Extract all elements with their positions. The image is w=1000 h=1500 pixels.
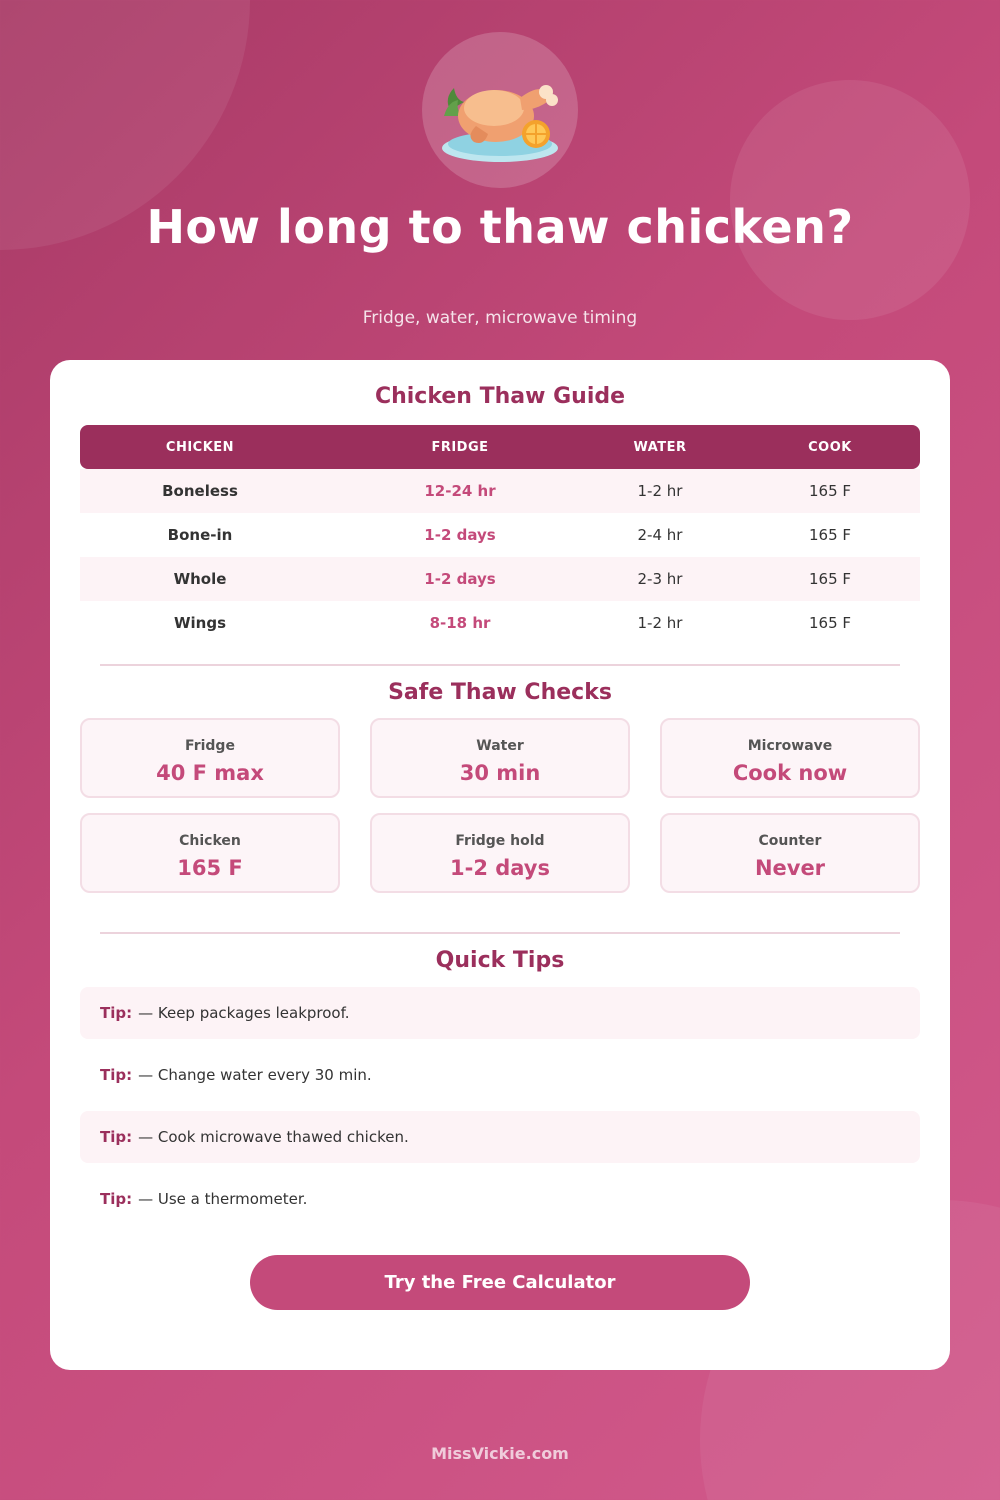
check-card [370,718,630,798]
check-label: Water [476,738,524,754]
cell-cook: 165 F [808,570,852,588]
check-value: Never [754,856,826,880]
cell-fridge: 8-18 hr [429,614,491,632]
check-card [660,813,920,893]
checks-title: Safe Thaw Checks [388,680,612,705]
check-label: Fridge [185,738,235,754]
tips-title: Quick Tips [435,948,565,973]
tip-text: — Keep packages leakproof. [138,1004,350,1022]
list-item [80,987,920,1039]
table-header [80,425,920,469]
check-label: Chicken [179,833,241,849]
check-value: 165 F [177,856,243,880]
column-header-chicken: CHICKEN [165,439,235,455]
cell-chicken: Bone-in [167,526,233,544]
list-item [80,1111,920,1163]
cell-chicken: Wings [173,614,227,632]
column-header-cook: COOK [808,439,852,455]
tip-label: Tip: [100,1190,133,1208]
section-divider [100,932,900,934]
table-row [80,557,920,601]
check-value: 1-2 days [450,856,550,880]
free-calculator-button[interactable]: Try the Free Calculator [250,1255,750,1310]
cell-water: 1-2 hr [637,614,683,632]
hero-badge [422,32,578,188]
cell-cook: 165 F [808,614,852,632]
page-subtitle: Fridge, water, microwave timing [362,308,638,328]
table-row [80,469,920,513]
tip-label: Tip: [100,1066,133,1084]
cell-water: 2-3 hr [637,570,683,588]
roast-chicken-icon [432,50,568,170]
cell-fridge: 1-2 days [424,526,496,544]
list-item [80,1173,920,1225]
tip-text: — Change water every 30 min. [138,1066,372,1084]
check-card [80,718,340,798]
cell-fridge: 12-24 hr [424,482,496,500]
check-value: 30 min [459,761,541,785]
cell-water: 2-4 hr [637,526,683,544]
tip-text: — Use a thermometer. [138,1190,308,1208]
column-header-fridge: FRIDGE [431,439,489,455]
check-label: Microwave [747,738,833,754]
check-card [80,813,340,893]
check-card [370,813,630,893]
table-row [80,513,920,557]
section-divider [100,664,900,666]
check-label: Fridge hold [455,833,545,849]
tip-text: — Cook microwave thawed chicken. [138,1128,409,1146]
check-value: 40 F max [156,761,264,785]
thaw-guide-table [80,425,920,645]
content-card [50,360,950,1370]
cell-chicken: Boneless [162,482,238,500]
cell-cook: 165 F [808,482,852,500]
column-header-water: WATER [633,439,687,455]
cell-chicken: Whole [173,570,227,588]
tip-label: Tip: [100,1004,133,1022]
list-item [80,1049,920,1101]
cell-fridge: 1-2 days [424,570,496,588]
footer-brand[interactable]: MissVickie.com [431,1444,569,1463]
cell-water: 1-2 hr [637,482,683,500]
tip-label: Tip: [100,1128,133,1146]
check-card [660,718,920,798]
check-value: Cook now [732,761,848,785]
page-title: How long to thaw chicken? [146,200,854,254]
cell-cook: 165 F [808,526,852,544]
check-label: Counter [758,833,822,849]
guide-title: Chicken Thaw Guide [374,384,626,409]
table-row [80,601,920,645]
